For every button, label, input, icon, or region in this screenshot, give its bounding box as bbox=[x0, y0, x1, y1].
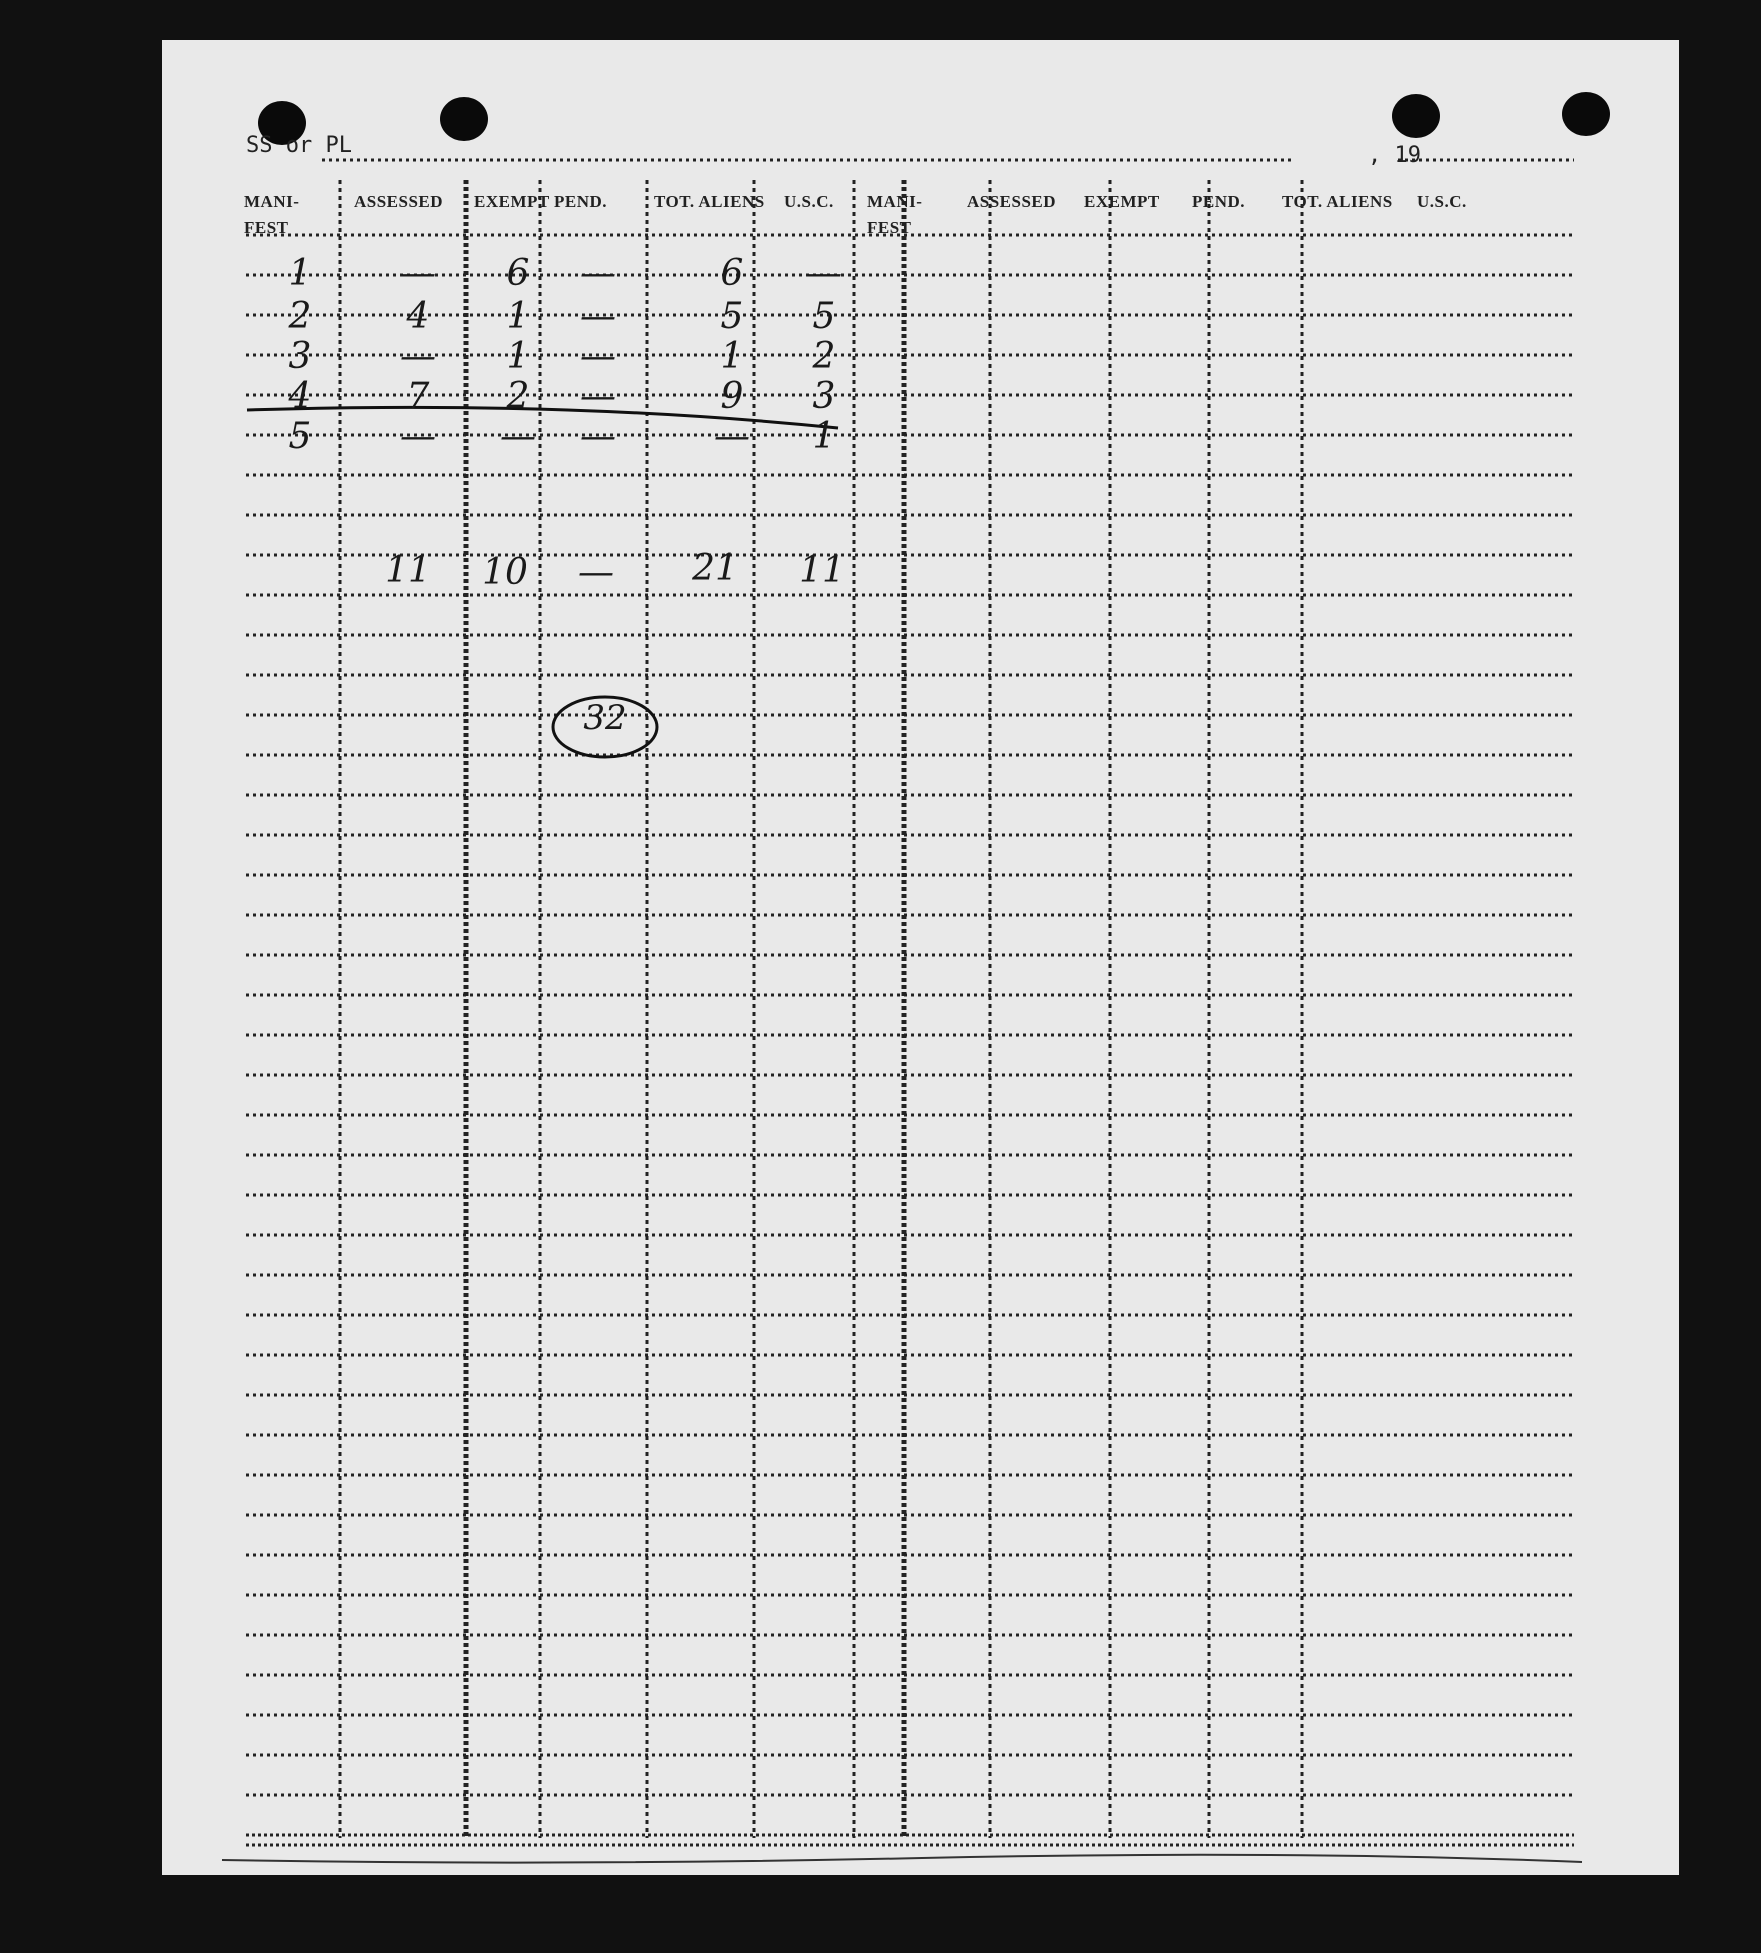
row-3-usc: 2 bbox=[812, 336, 836, 377]
row-2-manifest: 2 bbox=[288, 296, 312, 337]
header-manifest-right-2: FEST bbox=[867, 218, 912, 237]
punch-hole bbox=[1392, 94, 1440, 138]
row-1-pend: — bbox=[580, 253, 616, 294]
row-4-usc: 3 bbox=[812, 376, 836, 417]
row-5-exempt: — bbox=[500, 416, 536, 457]
punch-hole bbox=[1562, 92, 1610, 136]
punch-hole bbox=[440, 97, 488, 141]
total-pend: — bbox=[578, 552, 614, 593]
bottom-edge-line bbox=[222, 1855, 1582, 1863]
form-grid bbox=[162, 40, 1679, 1875]
header-assessed-right: ASSESSED bbox=[967, 192, 1057, 211]
total-usc: 11 bbox=[799, 550, 845, 591]
header-pend: PEND. bbox=[554, 192, 608, 211]
row-2-usc: 5 bbox=[812, 296, 836, 337]
row-4-tot-aliens: 9 bbox=[720, 376, 744, 417]
grand-total: 32 bbox=[583, 698, 627, 738]
row-1-assessed: — bbox=[400, 253, 436, 294]
header-exempt: EXEMPT bbox=[474, 192, 550, 211]
row-1-usc: — bbox=[806, 253, 842, 294]
header-exempt-right: EXEMPT bbox=[1084, 192, 1160, 211]
row-3-tot-aliens: 1 bbox=[720, 336, 744, 377]
row-5-assessed: — bbox=[400, 416, 436, 457]
total-tot-aliens: 21 bbox=[692, 548, 738, 589]
header-manifest-2: FEST bbox=[244, 218, 289, 237]
row-5-usc: 1 bbox=[812, 416, 836, 457]
header-pend-right: PEND. bbox=[1192, 192, 1246, 211]
row-2-pend: — bbox=[580, 296, 616, 337]
total-exempt: 10 bbox=[482, 552, 528, 593]
header-tot-aliens: TOT. ALIENS bbox=[654, 192, 765, 211]
header-usc-right: U.S.C. bbox=[1417, 192, 1467, 211]
row-3-pend: — bbox=[580, 336, 616, 377]
row-1-exempt: 6 bbox=[506, 253, 530, 294]
row-5-tot-aliens: — bbox=[714, 416, 750, 457]
row-3-assessed: — bbox=[400, 336, 436, 377]
header-manifest: MANI- bbox=[244, 192, 300, 211]
row-2-assessed: 4 bbox=[406, 296, 430, 337]
total-assessed: 11 bbox=[385, 550, 431, 591]
row-5-manifest: 5 bbox=[288, 416, 312, 457]
row-3-exempt: 1 bbox=[506, 336, 530, 377]
row-4-assessed: 7 bbox=[406, 376, 430, 417]
row-5-pend: — bbox=[580, 416, 616, 457]
row-2-tot-aliens: 5 bbox=[720, 296, 744, 337]
year-prefix: , 19 bbox=[1368, 143, 1421, 168]
ss-or-pl-label: SS or PL bbox=[246, 133, 352, 158]
row-1-tot-aliens: 6 bbox=[720, 253, 744, 294]
row-4-pend: — bbox=[580, 376, 616, 417]
row-3-manifest: 3 bbox=[288, 336, 312, 377]
header-assessed: ASSESSED bbox=[354, 192, 444, 211]
row-4-exempt: 2 bbox=[506, 376, 530, 417]
row-2-exempt: 1 bbox=[506, 296, 530, 337]
header-manifest-right: MANI- bbox=[867, 192, 923, 211]
row-1-manifest: 1 bbox=[288, 253, 312, 294]
row-4-manifest: 4 bbox=[288, 376, 312, 417]
form-sheet bbox=[162, 40, 1679, 1875]
header-usc: U.S.C. bbox=[784, 192, 834, 211]
header-tot-aliens-right: TOT. ALIENS bbox=[1282, 192, 1393, 211]
